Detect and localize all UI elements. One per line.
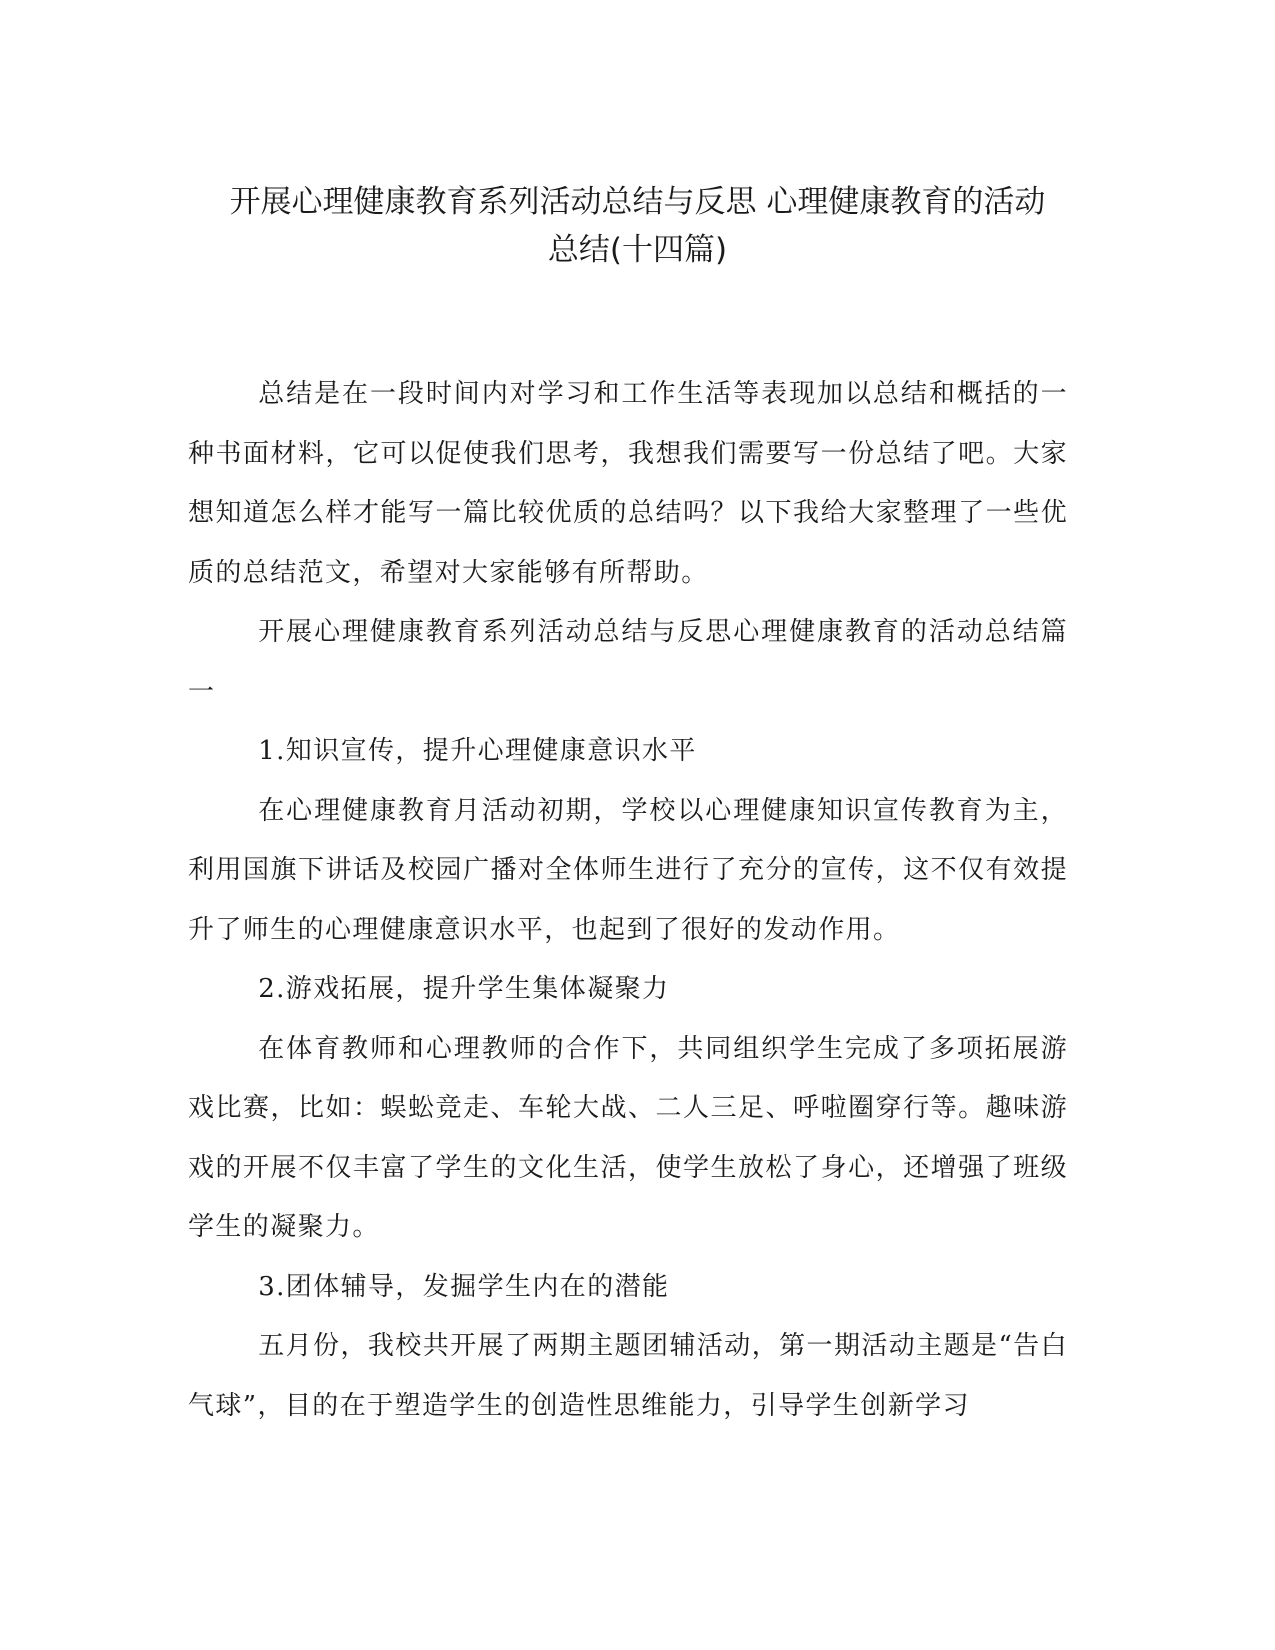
item-heading-1: 1.知识宣传，提升心理健康意识水平 (258, 736, 697, 766)
item-heading-3: 3.团体辅导，发掘学生内在的潜能 (258, 1271, 670, 1302)
intro-paragraph: 总结是在一段时间内对学习和工作生活等表现加以总结和概括的一种书面材料，它可以促使我们思考，我想我们需要写一份总结了吧。大家想知道怎么样才能写一篇比较优质的总结吗？以下我给大家整理了一些优质的总结范文，希望对大家能够有所帮助。 (188, 379, 1068, 588)
item-paragraph-1: 在心理健康教育月活动初期，学校以心理健康知识宣传教育为主，利用国旗下讲话及校园广播对全体师生进行了充分的宣传，这不仅有效提升了师生的心理健康意识水平，也起到了很好的发动作用。 (188, 795, 1068, 945)
title-line-2: 总结(十四篇) (547, 232, 728, 268)
item-paragraph-3: 五月份，我校共开展了两期主题团辅活动，第一期活动主题是“告白气球”，目的在于塑造学生的创造性思维能力，引导学生创新学习 (188, 1331, 1068, 1421)
document-title (150, 178, 1125, 274)
item-heading-2: 2.游戏拓展，提升学生集体凝聚力 (258, 974, 670, 1004)
document-body (188, 365, 1068, 1436)
item-paragraph-2: 在体育教师和心理教师的合作下，共同组织学生完成了多项拓展游戏比赛，比如：蜈蚣竞走、车轮大战、二人三足、呼啦圈穿行等。趣味游戏的开展不仅丰富了学生的文化生活，使学生放松了身心，还增强了班级学生的凝聚力。 (188, 1033, 1068, 1242)
section-heading: 开展心理健康教育系列活动总结与反思心理健康教育的活动总结篇一 (188, 617, 1068, 707)
title-line-1: 开展心理健康教育系列活动总结与反思 心理健康教育的活动 (229, 184, 1046, 220)
